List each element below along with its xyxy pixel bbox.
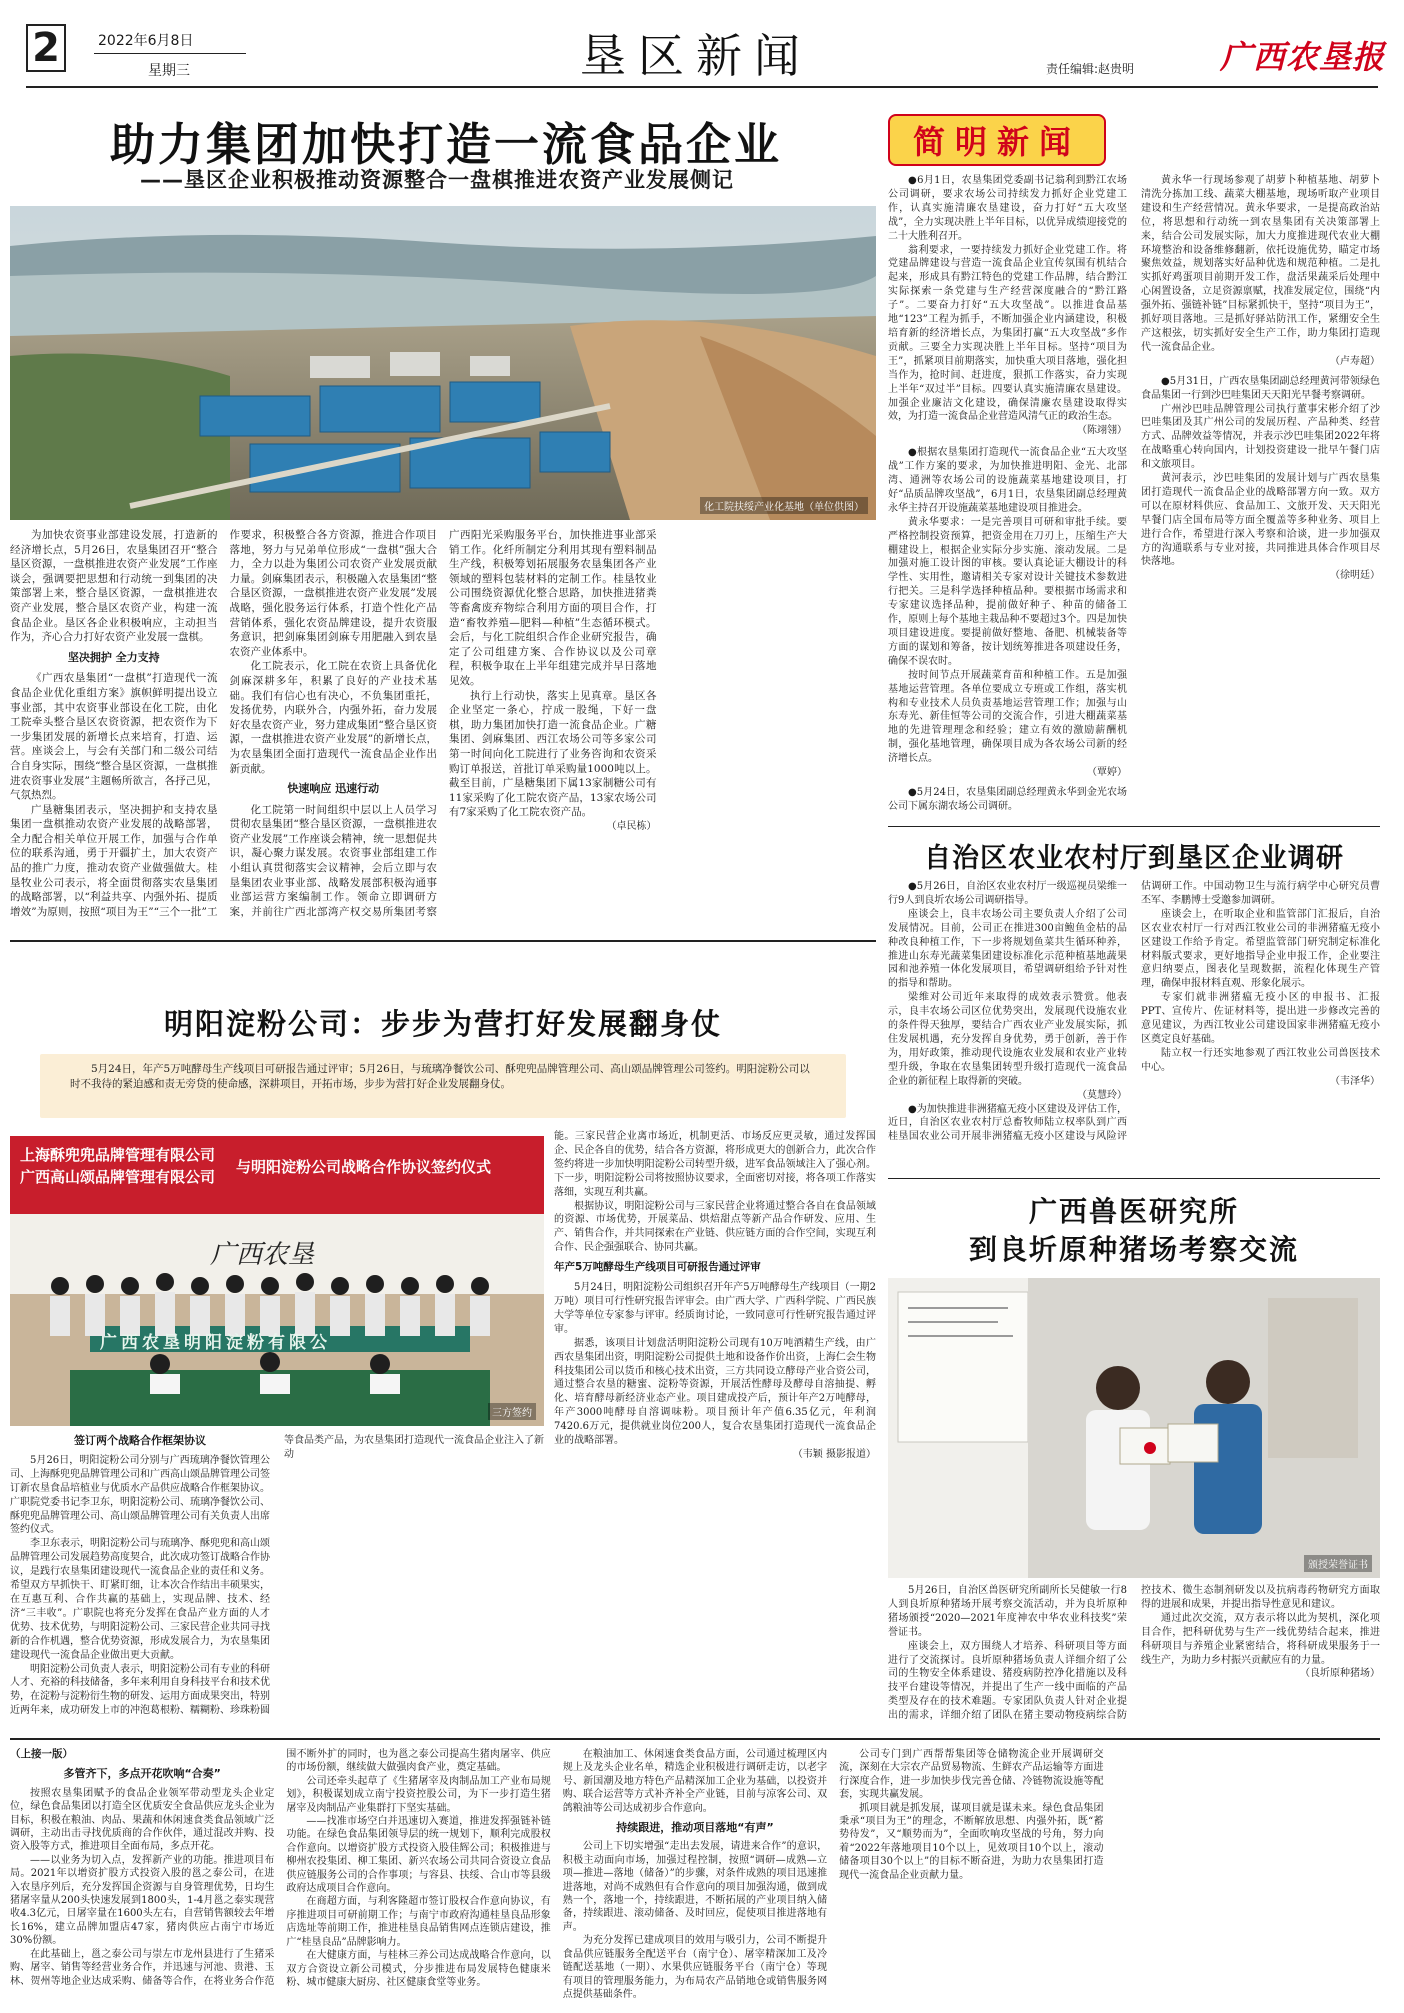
- lead-photo-caption: 化工院扶绥产业化基地（单位供图）: [700, 497, 868, 514]
- page-number: 2: [32, 25, 60, 71]
- brief-byline: （覃婷）: [1087, 767, 1127, 779]
- brief-item: 黄永华一行现场参观了胡萝卜种植基地、胡萝卜清洗分拣加工线、蔬菜大棚基地，现场听取产业项目建设和生产经营情况。黄永华要求，一是提高政治站位，将思想和行动统一到农垦集团有关决策部署上来，结合公司发展实际，加大力度推进现代农业大棚环境整治和设备维修翻新，依托设施优势，瞄定市场聚焦效益，规划落实好品种优选和规范种植。二是扎实抓好鸡蛋项目前期开发工作，盘活果蔬采后处理中心闲置设备，立足资源禀赋，找准发展定位，围绕“内强外拓、强链补链”目标紧抓快干，坚持“项目为王”，抓好项目落地。三是抓好驿站防汛工作，紧绷安全生产这根弦，切实抓好安全生产工作，助力集团打造现代一流食品企业。: [1141, 175, 1380, 353]
- section-title: 垦区新闻: [580, 29, 812, 83]
- lead-paragraph: 化工院表示，化工院在农资上具备优化剑麻深耕多年，积累了良好的产业技术基础。我们有信心也有决心，不负集团重托，发扬优势，内联外合，内强外拓，奋力发展好农垦农资产业，努力建成集团“整合垦区资源，一盘棋推进农资产业发展”的新增长点，为农垦集团全面打造现代一流食品企业作出新贡献。: [229, 660, 437, 775]
- certificate-ceremony-image: [888, 1278, 1380, 1578]
- ministry-paragraph: 座谈会上，在听取企业和监管部门汇报后，自治区农业农村厅一行对西江牧业公司的非洲猪瘟无疫小区建设工作给予肯定。希望监管部门研究制定标准化材料版式要求，更好地指导企业申报工作，企业要注意归纳要点，图表化呈现数据，流程化体现生产管理，确保申报材料直观、形象化展示。: [1141, 908, 1380, 990]
- ministry-top-rule: [888, 826, 1380, 827]
- date-rule: [94, 53, 246, 54]
- continuation-subhead-2: 持续跟进，推动项目落地“有声”: [616, 1821, 774, 1835]
- brief-byline: （陈翊翎）: [1077, 425, 1127, 437]
- brief-item: ●5月31日，广西农垦集团副总经理黄河带领绿色食品集团一行到沙巴哇集团天天阳光早餐考察调研。: [1141, 375, 1380, 401]
- continuation-paragraph: ——找准市场空白并迅速切入赛道，推进发挥强链补链功能。在绿色食品集团领导层的统一规划下，顺利完成股权合作意向。以增资扩股方式投资入股佳辉公司；积极推进与柳州农投集团、柳工集团、新兴农场公司共同合资设立食品供应链服务公司的合作事项；与容县、扶绥、合山市等县级政府达成项目合作意向。: [286, 1816, 551, 1895]
- brief-item: 黄永华要求：一是完善项目可研和审批手续。要严格控制投资预算，把资金用在刀刃上，压缩生产大棚建设上，根据企业实际分步实施、滚动发展。二是加强对施工设计图的审核。要认真论证大棚设计的科学性、实用性，邀请相关专家对设计关键技术参数进行把关。三是科学选择种植品种。要根据市场需求和专家建议选择品种，提前做好种子、种苗的储备工作，原则上每个基地主栽品种不要超过3个。四是加快项目建设进度。要提前做好整地、备肥、机械装备等方面的谋划和筹备，按计划统筹推进各项建设任务，确保不误农时。: [888, 516, 1127, 667]
- briefs-title-box: [888, 114, 1106, 166]
- ministry-paragraph: ●为加快推进非洲猪瘟无疫小区建设及评估工作，近日，自治区农业农村厅总畜牧师陆立权率队到广西桂垦国农业公司开展非洲猪瘟无疫小区建设与风险评估调研工作。中国动物卫生与流行病学中心研究员曹丕军、李鹏博士受邀参加调研。: [888, 881, 1380, 1143]
- ministry-paragraph: 梁维对公司近年来取得的成效表示赞赏。他表示，良丰农场公司区位优势突出，发展现代设施农业的条件得天独厚，要结合广西农业产业发展实际，抓住发展机遇，充分发挥自身优势，勇于创新，善于作为，用好政策，推动现代设施农业发展和农业产业转型升级，争取在农垦集团转型升级打造现代一流食品企业的新征程上取得新的突破。: [888, 992, 1127, 1087]
- starch-right-body: [554, 1130, 876, 1730]
- lead-article-body: [10, 528, 876, 928]
- starch-paragraph: 能。三家民营企业离市场近，机制更活、市场反应更灵敏，通过发挥国企、民企各自的优势，结合各方资源，将形成更大的创新合力，此次合作签约将进一步加快明阳淀粉公司转型升级，进军食品领域注入了强心剂。下一步，明阳淀粉公司将按照协议要求，全面密切对接，将各项工作落实落细，实现互利共赢。: [554, 1131, 876, 1198]
- vet-headline-line1: 广西兽医研究所: [1028, 1195, 1239, 1228]
- brief-item: ●根据农垦集团打造现代一流食品企业“五大攻坚战”工作方案的要求，为加快推进明阳、金光、北部湾、通洲等农场公司的设施蔬菜基地建设项目，打好“品质品牌攻坚战”，6月1日，农垦集团副总经理黄永华主持召开设施蔬菜基地建设项目推进会。: [888, 447, 1127, 514]
- continuation-paragraph: 抓项目就是抓发展，谋项目就是谋未来。绿色食品集团秉承“项目为王”的理念，不断解放思想、内强外拓，既“蓄势待发”，又“顺势而为”，全面吹响攻坚战的号角，努力向着“2022年落地项目10个以上，见效项目10个以上，滚动储备项目30个以上”的目标不断奋进，为助力农垦集团打造现代一流食品企业贡献力量。: [839, 1802, 1104, 1881]
- starch-photo-banner-1: 上海酥兜兜品牌管理有限公司: [20, 1146, 216, 1164]
- lead-subhead-2: 快速响应 迅速行动: [287, 782, 380, 796]
- starch-paragraph: 明阳淀粉公司负责人表示，明阳淀粉公司有专业的科研人才、充裕的科技储备，多年来利用自身科技平台和技术优势，在淀粉与淀粉衍生物的研发、运用方面成果突出，特别近两年来，成功研发上市的冲泡葛根粉、糯糊粉、珍珠粉圆等食品类产品，为农垦集团打造现代一流食品企业注入了新动: [10, 1435, 544, 1717]
- starch-byline: （韦颖 摄影报道）: [792, 1448, 876, 1460]
- starch-photo-banner-3: 与明阳淀粉公司战略合作协议签约仪式: [236, 1158, 492, 1176]
- continuation-subhead-1: 多管齐下，多点开花吹响“合奏”: [63, 1767, 221, 1781]
- ministry-paragraph: 专家们就非洲猪瘟无疫小区的申报书、汇报PPT、宣传片、佐证材料等，提出进一步修改完善的意见建议，为西江牧业公司建设国家非洲猪瘟无疫小区奠定良好基础。: [1141, 992, 1380, 1045]
- lead-paragraph: 为加快农资事业部建设发展，打造新的经济增长点，5月26日，农垦集团召开“整合垦区资源，一盘棋推进农资产业发展”工作座谈会，强调要把思想和行动统一到集团的决策部署上来，整合垦区资源，一盘棋推进农资产业发展，整合垦区农资产业，构建一流食品企业。垦区各企业积极响应，主动担当作为，齐心合力打好农资产业发展一盘棋。: [10, 529, 218, 644]
- starch-intro: 5月24日，年产5万吨酵母生产线项目可研报告通过评审；5月26日，与琉璃净餐饮公司、酥兜兜品牌管理公司、高山颂品牌管理公司签约。明阳淀粉公司以时不我待的紧迫感和责无旁贷的使命感，深耕项目，开拓市场，步步为营打好企业发展翻身仗。: [70, 1063, 810, 1090]
- vet-photo-caption: 颁授荣誉证书: [1304, 1555, 1372, 1572]
- lead-paragraph: 广垦糖集团表示，坚决拥护和支持农垦集团一盘棋推动农资产业发展的战略部署，全力配合相关单位开展工作，加强与合作单位的联系沟通，勇于开疆扩土，加大农资产品的推广力度，推动农资产业做强做大。桂垦牧业公司表示，将全面贯彻落实农垦集团的战略部署，以“利益共享、内强外拓、提质增效”为原则，按照“项目为王”“三个一批”工作要求，积极整合各方资源，推进合作项目落地，努力与兄弟单位形成“一盘棋”强大合力，全力以赴为集团公司农资产业发展贡献力量。剑麻集团表示，积极融入农垦集团“整合垦区资源，一盘棋推进农资产业发展”发展战略，强化股务运行体系，打造个性化产品营销体系，强化农资品牌建设，提升农资服务意识，把剑麻集团剑麻专用肥融入到农垦农资产业体系中。: [10, 529, 437, 918]
- starch-headline: 明阳淀粉公司：步步为营打好发展翻身仗: [163, 1007, 722, 1041]
- ministry-paragraph: 座谈会上，良丰农场公司主要负责人介绍了公司发展情况。目前，公司正在推进300亩鲍鱼金枯的品种改良种植工作，下一步将规划鱼菜共生循环种养，推进山东寿光蔬菜集团建设标准化示范种植基地蔬果园和池养殖一体化发展项目，希望调研组给予针对性的指导和帮助。: [888, 908, 1127, 990]
- brief-byline: （卢寿超）: [1330, 355, 1380, 367]
- brief-item: 按时间节点开展蔬菜育苗和种植工作。五是加强基地运营管理。各单位要成立专班或工作组，落实机构和专业技术人员负责基地运营管理工作；加强与山东寿光、新佳恒等公司的交流合作，引进大棚蔬菜基地的先进管理理念和经验；建立有效的激励薪酬机制，强化基地管理，确保项目成为各农场公司新的经济增长点。: [888, 669, 1127, 765]
- editor-credit: 责任编辑:赵贵明: [1046, 62, 1135, 76]
- brief-byline: （徐明廷）: [1330, 570, 1380, 582]
- masthead: [0, 0, 1404, 88]
- continuation-paragraph: 公司还牵头起草了《生猪屠宰及肉制品加工产业布局规划》，积极谋划成立南宁投资控股公司，为下一步打造生猪屠宰及肉制品产业集群打下坚实基础。: [286, 1775, 551, 1814]
- starch-photo-caption: 三方签约: [488, 1403, 536, 1420]
- vet-byline: （良圻原种猪场）: [1300, 1668, 1380, 1680]
- starch-intro-band: [40, 1054, 846, 1118]
- issue-weekday: 星期三: [148, 63, 190, 79]
- starch-paragraph: 据悉，该项目计划盘活明阳淀粉公司现有10万吨酒精生产线，由广西农垦集团出资，明阳淀粉公司提供土地和设备作价出资，上海仁会生物科技集团公司以货币和核心技术出资，三方共同设立酵母产业合资公司，通过整合农垦的糖蜜、淀粉等资源，开展活性酵母及酵母自溶抽提、孵化、培育酵母新经济业态产业。项目建成投产后，预计年产2万吨酵母，年产3000吨酵母自溶调味粉。项目预计年产值6.35亿元，年利润7420.6万元，提供就业岗位200人，复合农垦集团打造现代一流食品企业的战略部署。: [554, 1337, 876, 1447]
- continuation-paragraph: 在商超方面，与利客隆超市签订股权合作意向协议，有序推进项目可研前期工作；与南宁市政府沟通桂垦良品形象店选址等前期工作，推进桂垦良品销售网点连锁店建设，推广“桂垦良品”品牌影响力。: [286, 1896, 551, 1948]
- page-number-box: [26, 24, 66, 72]
- ministry-paragraph: ●5月26日，自治区农业农村厅一级巡视员梁维一行9人到良圻农场公司调研指导。: [888, 881, 1127, 906]
- vet-body: [888, 1584, 1380, 1724]
- starch-paragraph: 5月26日，明阳淀粉公司分别与广西琉璃净餐饮管理公司、上海酥兜兜品牌管理公司和广西高山颂品牌管理公司签订新农垦食品培植业与优质水产品供应战略合作框架协议。广职院党委书记李卫东，明阳淀粉公司、琉璃净餐饮公司、酥兜兜品牌管理公司、高山颂品牌管理公司有关负责人出席签约仪式。: [10, 1454, 270, 1536]
- lead-paragraph: 《广西农垦集团“一盘棋”打造现代一流食品企业优化重组方案》旗帜鲜明提出设立事业部，其中农资事业部设在化工院，由化工院牵头整合垦区农资资源，把农资作为下一步集团发展的新增长点来培育，打造、运营。座谈会上，与会有关部门和二级公司结合自身实际，围绕“整合垦区资源，一盘棋推进农资事业发展”主题畅所欲言，各抒己见，气氛热烈。: [10, 672, 218, 802]
- lead-subhead-1: 坚决拥护 全力支持: [67, 650, 160, 664]
- brief-item: ●6月1日，农垦集团党委副书记翁利到黔江农场公司调研，要求农场公司持续发力抓好企业党建工作，认真实施清廉农垦建设，奋力打好“五大攻坚战”，全力实现决胜上半年目标，以优异成绩迎接党的二十大胜利召开。: [888, 175, 1127, 242]
- continuation-paragraph: ——以业务为切入点，发挥新产业的功能。推进项目布局。2021年以增资扩股方式投资入股的邕之泰公司，在进入农垦序列后，充分发挥国企资源与自身管理优势，日均生猪屠宰量从200头快速发展到1800头，1-4月邕之泰实现营收4.3亿元，日屠宰量在1600头左右，自营销售额较去年增长16%，建立品牌加盟店47家，猪肉供应占南宁市场近30%份额。: [10, 1854, 275, 1947]
- vet-headline-line2: 到良圻原种猪场考察交流: [968, 1233, 1299, 1266]
- vet-top-rule: [888, 1178, 1380, 1179]
- starch-top-rule: [10, 940, 876, 942]
- ministry-paragraph: 陆立权一行还实地参观了西江牧业公司兽医技术中心。: [1141, 1047, 1380, 1073]
- lead-paragraph: 执行上行动快，落实上见真章。垦区各企业坚定一条心，拧成一股绳，下好一盘棋，助力集团加快打造一流食品企业。广糖集团、剑麻集团、西江农场公司等多家公司第一时间向化工院进行了业务咨询和农资采购订单报送，首批订单采购量1000吨以上。截至目前，广垦糖集团下属13家制糖公司有11家采购了化工院农资产品，13家农场公司有7家采购了化工院农资产品。: [449, 689, 657, 819]
- lead-byline: （卓民栋）: [606, 820, 657, 832]
- ministry-body: [888, 880, 1380, 1172]
- starch-photo-banner-2: 广西高山颂品牌管理有限公司: [20, 1168, 216, 1186]
- continuation-paragraph: 公司专门到广西帮帮集团等仓储物流企业开展调研交流，深刻在大宗农产品贸易物流、生鲜农产品运输等方面进行深度合作，进一步加快步伐完善仓储、冷链物流设施等配套，实现共赢发展。: [839, 1749, 1104, 1801]
- continuation-paragraph: 在此基础上，邕之泰公司与崇左市龙州县进行了生猪采购、屠宰、销售等经营业务合作，并迅速与河池、贵港、玉林、贺州等地企业达成采购、储备等合作，在将业务合作范围不断外扩的同时，也为邕之泰公司提高生猪肉屠宰、供应的市场份额，继续做大做强肉食产业，奠定基础。: [10, 1749, 551, 1987]
- vet-paragraph: 座谈会上，双方围绕人才培养、科研项目等方面进行了交流探讨。良圻原种猪场负责人详细介绍了公司的生物安全体系建设、猪疫病防控净化措施以及科技平台建设等情况，并提出了生产一线中面临的产品类型及存在的技术难题。专家团队负责人针对企业提出的需求，详细介绍了团队在猪主要动物疫病综合防控技术、微生态制剂研发以及抗病毒药物研究方面取得的进展和成果，并提出指导性意见和建议。: [888, 1585, 1380, 1722]
- vet-paragraph: 通过此次交流，双方表示将以此为契机，深化项目合作，把科研优势与生产一线优势结合起来，推进科研项目与养殖企业紧密结合，将科研成果服务于一线生产，为助力乡村振兴贡献应有的力量。: [1141, 1612, 1380, 1666]
- lead-subheadline: ——垦区企业积极推动资源整合一盘棋推进农资产业发展侧记: [140, 168, 734, 192]
- ministry-byline: （韦泽华）: [1330, 1075, 1380, 1087]
- masthead-rule: [26, 86, 1378, 88]
- starch-paragraph: 李卫东表示，明阳淀粉公司与琉璃净、酥兜兜和高山颂品牌管理公司发展趋势高度契合，此次成功签订战略合作协议，是践行农垦集团建设现代一流食品企业的责任和义务。希望双方早抓快干、盯紧盯细，让本次合作结出丰硕果实，在互惠互利、合作共赢的基础上，实现品牌、技术、经济“三丰收”。广职院也将充分发挥在食品产业方面的人才优势、技术优势，与明阳淀粉公司、三家民营企业共同寻找新的合作机遇，整合优势资源，形成发展合力，为农垦集团建设现代一流食品企业做出更大贡献。: [10, 1538, 270, 1661]
- starch-photo-signage: 广西农垦明阳淀粉有限公: [100, 1333, 331, 1353]
- bottom-top-rule: [10, 1738, 1380, 1740]
- lead-paragraph: 化工院第一时间组织中层以上人员学习贯彻农垦集团“整合垦区资源，一盘棋推进农资产业发展”工作座谈会精神，统一思想促共识，凝心聚力谋发展。农资事业部组建工作小组认真贯彻落实会议精神，会后立即与农垦集团农业事业部、战略发展部积极沟通事业部运营方案编制工作。领命立即调研方案，并前往广西北部湾产权交易所集团考察广西阳光采购服务平台，加快推进事业部采销工作。化纤所制定分利用其现有塑料制品生产线，积极筹划拓展服务农垦集团各产业领域的塑料包装材料的定制工作。桂垦牧业公司围绕资源优化整合思路，加快推进猪粪等畜禽废弃物综合利用方面的项目合作，打造“畜牧养殖—肥料—种植”生态循环模式。会后，与化工院组织合作企业研究报告，确定了公司组建方案、合作协议以及公司章程，积极争取在上半年组建完成并早日落地见效。: [229, 529, 657, 918]
- vet-photo: [888, 1278, 1380, 1578]
- lead-headline: 助力集团加快打造一流食品企业: [110, 118, 783, 171]
- starch-photo: [10, 1136, 544, 1426]
- continuation-paragraph: 在粮油加工、休闲速食类食品方面，公司通过梳理区内规上及龙头企业名单，精选企业积极进行调研走访，以老字号、新国潮及地方特色产品精深加工企业为基础，以投资并购、联合运营等方式补齐补全产业链，目前与凉客公司、双鸽粮油等公司达成初步合作意向。: [562, 1749, 828, 1814]
- lead-photo: [10, 206, 876, 520]
- starch-left-body: [10, 1434, 544, 1730]
- ministry-headline: 自治区农业农村厅到垦区企业调研: [924, 843, 1344, 874]
- starch-paragraph: 5月24日，明阳淀粉公司组织召开年产5万吨酵母生产线项目（一期2万吨）项目可行性研究报告评审会。由广西大学、广西科学院、广西民族大学等单位专家参与评审。经质询讨论，一致同意可行性研究报告通过评审。: [554, 1282, 876, 1335]
- continuation-paragraph: 在大健康方面，与桂林三养公司达成战略合作意向，以双方合资设立新公司模式，分步推进布局发展特色健康米粉、城市健康大厨房、社区健康食堂等业务。: [286, 1950, 551, 1988]
- continuation-paragraph: 公司上下切实增强“走出去发展，请进来合作”的意识，积极主动面向市场，加强过程控制，按照“调研—成熟—立项—推进—落地（储备）”的步骤，对条件成熟的项目迅速推进落地，对尚不成熟但有合作意向的项目加强沟通，做到成熟一个，落地一个，持续跟进，不断拓展的产业项目纳入储备，持续跟进、滚动储备、及时回应，促使项目推进落地有声。: [562, 1841, 828, 1933]
- factory-aerial-image: [10, 206, 876, 520]
- brief-item: 黄河表示，沙巴哇集团的发展计划与广西农垦集团打造现代一流食品企业的战略部署方向一致。双方可以在原材料供应、食品加工、文旅开发、天天阳光早餐门店全国布局等方面全覆盖等多种业务、项目上进行合作，希望进行深入考察和洽谈，进一步加强双方的沟通联系与专业对接，共同推进具体合作项目尽快落地。: [1141, 473, 1380, 568]
- brief-item: ●5月24日，农垦集团副总经理黄永华到金光农场公司下属东湖农场公司调研。: [888, 786, 1127, 812]
- vet-paragraph: 5月26日，自治区兽医研究所副所长吴健敏一行8人到良圻原种猪场开展考察交流活动，并为良圻原种猪场颁授“2020—2021年度神农中华农业科技奖”荣誉证书。: [888, 1585, 1127, 1638]
- continuation-paragraph: 为充分发挥已建成项目的效用与吸引力，公司不断提升食品供应链服务全配送平台（南宁仓）、屠宰精深加工及冷链配送基地（一期）、水果供应链服务平台（南宁仓）等现有项目的管理服务能力，为布局农产品销地仓或销售服务网点提供基础条件。: [562, 1935, 828, 2000]
- continuation-paragraph: 按照农垦集团赋予的食品企业领军带动型龙头企业定位，绿色食品集团以打造全区优质安全食品供应龙头企业为目标，积极在粮油、肉品、果蔬和休闲速食类食品领域广泛调研，主动出击寻找优质商的合作伙伴，通过混改并购、投资入股等方式，推进项目全面布局，多点开花。: [10, 1787, 275, 1853]
- brief-item: 广州沙巴哇品牌管理公司执行董事宋彬介绍了沙巴哇集团及其广州公司的发展历程、产品种类、经营方式、品牌效益等情况，并表示沙巴哇集团2022年将在战略重心转向国内，计划投资建设一批早午餐门店和文旅项目。: [1141, 403, 1380, 471]
- starch-subhead-left: 签订两个战略合作框架协议: [74, 1434, 206, 1447]
- starch-paragraph: 根据协议，明阳淀粉公司与三家民营企业将通过整合各自在食品领域的资源、市场优势，开展菜品、烘焙甜点等新产品合作研发、应用、生产、销售合作，并共同探索在产业链、供应链方面的合作空间，实现互利合作、民企强强联合、协同共赢。: [554, 1200, 876, 1254]
- briefs-body: [888, 174, 1380, 820]
- newspaper-logo: 广西农垦报: [1220, 38, 1386, 76]
- issue-date: 2022年6月8日: [98, 33, 194, 49]
- brief-item: 翁利要求，一要持续发力抓好企业党建工作。将党建品牌建设与营造一流食品企业宜传氛围有机结合起来，形成具有黔江特色的党建工作品牌，结合黔江实际探索一条党建与生产经营深度融合的“黔江路子”。二要奋力打好“五大攻坚战”。以推进食品基地“123”工程为抓手，不断加强企业内涵建设，积极培育新的经济增长点，为集团打赢“五大攻坚战”多作贡献。三要全力实现决胜上半年目标。坚持“项目为王”，抓紧项目前期落实，加快重大项目落地，强化担当作为，抢时间、赶进度，狠抓工作落实，奋力实现上半年“双过半”目标。四要认真实施清廉农垦建设。加强企业廉洁文化建设，确保清廉农垦建设取得实效，为打造一流食品企业营造风清气正的政治生态。: [888, 244, 1127, 423]
- continuation-body: [10, 1748, 1380, 2010]
- ministry-byline: （莫慧玲）: [1077, 1089, 1127, 1101]
- starch-photo-logo: 广西农垦: [210, 1240, 315, 1270]
- continuation-jump: （上接一版）: [10, 1748, 73, 1760]
- starch-subhead-right: 年产5万吨酵母生产线项目可研报告通过评审: [554, 1261, 761, 1274]
- briefs-title: 简明新闻: [912, 123, 1081, 161]
